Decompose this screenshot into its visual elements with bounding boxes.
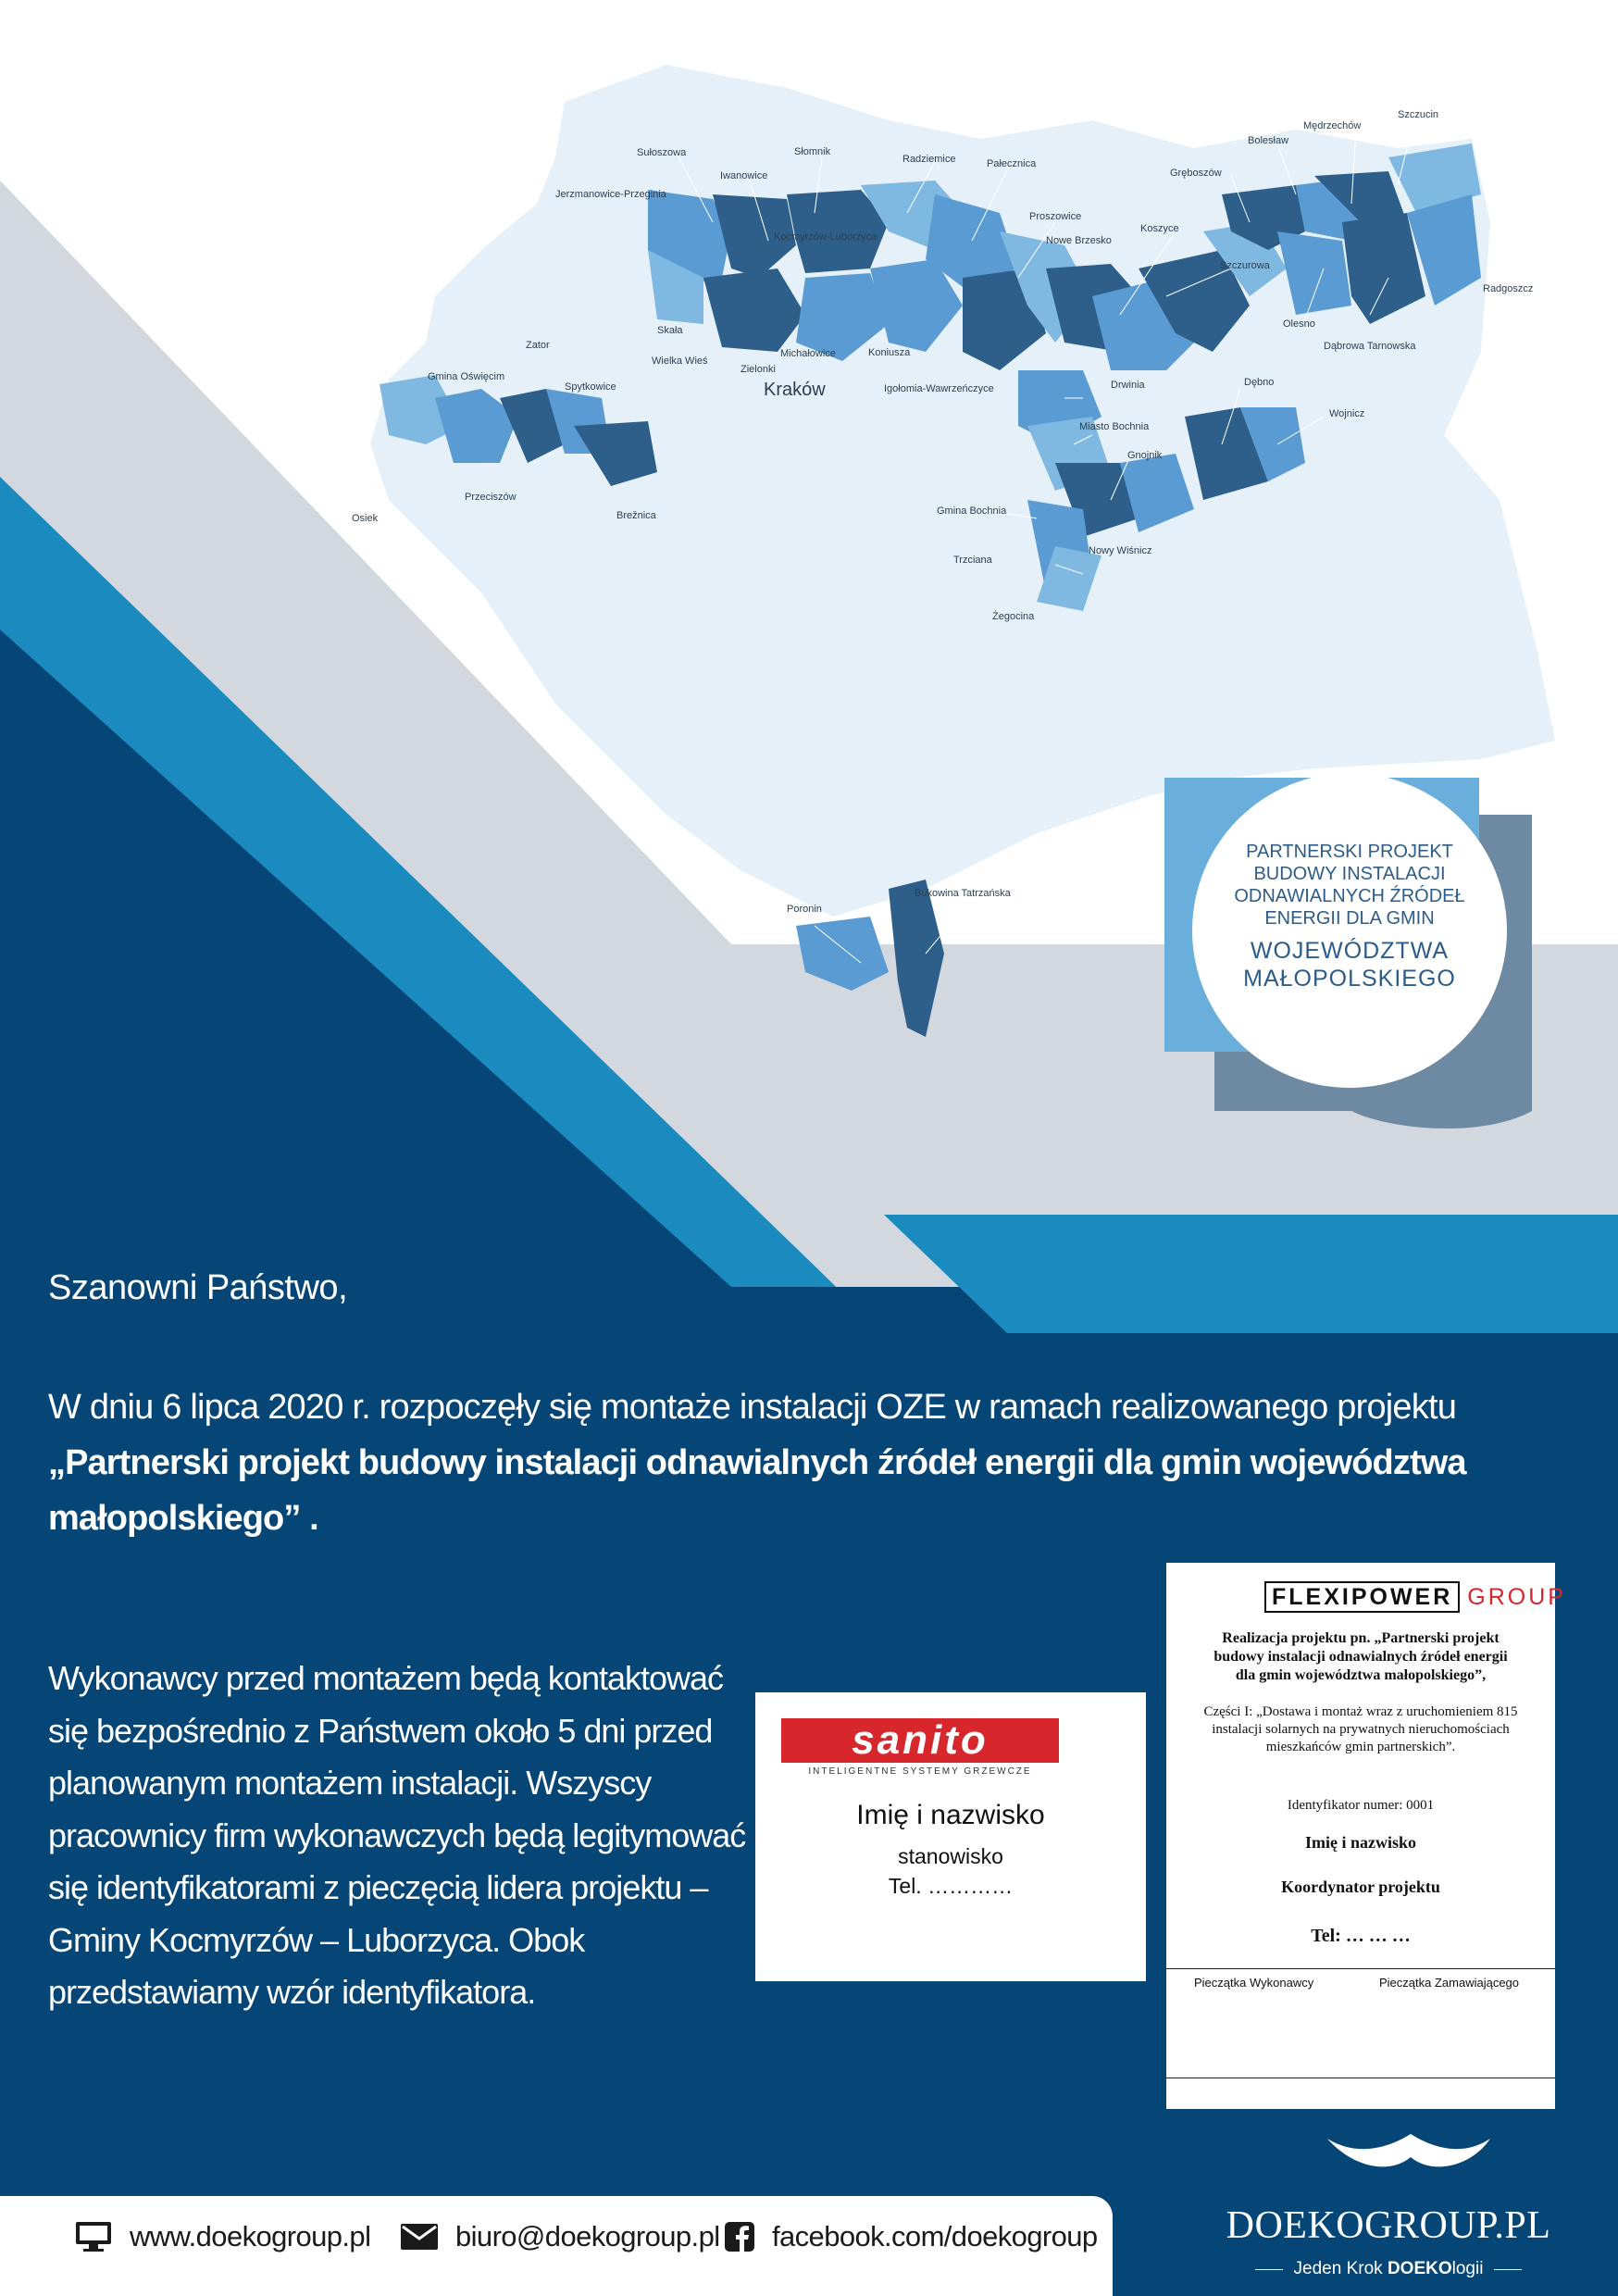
map-label-breznica: Brežnica xyxy=(616,510,656,521)
map-label-krakow: Kraków xyxy=(764,380,826,400)
map-label-zielonki: Zielonki xyxy=(741,364,776,375)
map-label-miasto-bochnia: Miasto Bochnia xyxy=(1079,421,1150,432)
map-label-jerzmanowice: Jerzmanowice-Przeginia xyxy=(555,189,666,200)
intro-lead: W dniu 6 lipca 2020 r. rozpoczęły się montaże instalacji OZE w ramach realizowanego projektu xyxy=(48,1388,1457,1427)
map-label-radgoszcz: Radgoszcz xyxy=(1483,283,1534,294)
badge-lines: PARTNERSKI PROJEKT BUDOWY INSTALACJI ODNAWIALNYCH ŹRÓDEŁ ENERGII DLA GMIN xyxy=(1234,842,1465,929)
map-label-gnojnik: Gnojnik xyxy=(1127,450,1163,461)
stamp-contractor-label: Pieczątka Wykonawcy xyxy=(1194,1976,1314,1990)
map-label-szczurowa: Szczurowa xyxy=(1220,260,1270,271)
facebook-text: facebook.com/doekogroup xyxy=(772,2220,1098,2252)
map-label-olesno: Olesno xyxy=(1283,318,1315,330)
website-link[interactable] xyxy=(74,2220,370,2253)
map-label-wojnicz: Wojnicz xyxy=(1329,408,1365,419)
map-label-medrzechow: Mędrzechów xyxy=(1303,120,1362,131)
tagline-start: Jeden Krok xyxy=(1293,2259,1388,2278)
map-label-igolomia: Igołomia-Wawrzeńczyce xyxy=(884,383,994,394)
map-label-iwanowice: Iwanowice xyxy=(720,170,768,181)
sanito-tel: Tel. ………… xyxy=(888,1874,1014,1898)
sanito-position: stanowisko xyxy=(898,1844,1003,1868)
sanito-tagline: INTELIGENTNE SYSTEMY GRZEWCZE xyxy=(808,1766,1032,1777)
map-label-kocmyrzow: Kocmyrzów-Luborzyca xyxy=(774,231,877,243)
map-label-szczucin: Szczucin xyxy=(1398,109,1439,120)
map-label-poronin: Poronin xyxy=(787,904,822,915)
flexipower-title: Realizacja projektu pn. „Partnerski projekt budowy instalacji odnawialnych źródeł energii dla gmin województwa małopolskiego”, xyxy=(1214,1630,1508,1683)
website-text: www.doekogroup.pl xyxy=(130,2220,371,2252)
map-label-debno: Dębno xyxy=(1244,377,1275,388)
brand-name: DOEKOGROUP.PL xyxy=(1226,2204,1551,2247)
map-label-dabrowa: Dąbrowa Tarnowska xyxy=(1324,341,1416,352)
email-link[interactable] xyxy=(400,2220,720,2253)
greeting: Szanowni Państwo, xyxy=(48,1268,348,1307)
map-label-zator: Zator xyxy=(526,340,550,351)
map-label-wielka-wies: Wielka Wieś xyxy=(652,356,708,367)
map-label-gmina-bochnia: Gmina Bochnia xyxy=(937,505,1007,517)
monitor-icon xyxy=(74,2220,113,2253)
badge-strong: WOJEWÓDZTWA MAŁOPOLSKIEGO xyxy=(1243,938,1456,992)
map-label-koniusza: Koniusza xyxy=(868,347,911,358)
facebook-icon xyxy=(724,2221,755,2252)
flexipower-logo xyxy=(1264,1581,1566,1613)
map-label-zegocina: Żegocina xyxy=(992,611,1035,622)
map-label-radziemice: Radziemice xyxy=(902,154,956,165)
map-label-greboszow: Gręboszów xyxy=(1170,168,1222,179)
email-text: biuro@doekogroup.pl xyxy=(455,2220,720,2252)
map-label-osiek: Osiek xyxy=(352,513,379,524)
contractors-paragraph: Wykonawcy przed montażem będą kontaktować się bezpośrednio z Państwem około 5 dni przed planowanym montażem instalacji. Wszyscy pracownicy firm wykonawczych będą legitymować się identyfikatorami z pieczęcią lidera projektu – Gminy Kocmyrzów – Luborzyca. Obok przedstawiamy wzór identyfikatora. xyxy=(48,1659,746,2011)
map-label-michalowice: Michałowice xyxy=(780,348,836,359)
flexipower-id-number: Identyfikator numer: 0001 xyxy=(1287,1798,1435,1813)
blue-strip xyxy=(884,1215,1618,1333)
map-label-nowe-brzesko: Nowe Brzesko xyxy=(1046,235,1112,246)
brand-tagline xyxy=(1194,2259,1583,2279)
map-label-proszowice: Proszowice xyxy=(1029,211,1082,222)
map-label-nowy-wisnicz: Nowy Wiśnicz xyxy=(1089,545,1152,556)
map-label-bukowina: Bukowina Tatrzańska xyxy=(915,888,1011,899)
flexipower-role: Koordynator projektu xyxy=(1281,1878,1440,1896)
map-label-przeciszow: Przeciszów xyxy=(465,492,517,503)
map-label-skala: Skała xyxy=(657,325,683,336)
stamp-client-label: Pieczątka Zamawiającego xyxy=(1379,1976,1520,1990)
tagline-dash-right xyxy=(1494,2269,1522,2270)
tagline-bold: DOEKO xyxy=(1387,2259,1452,2278)
flexipower-tel: Tel: … … … xyxy=(1311,1926,1411,1946)
flexipower-divider xyxy=(1166,1968,1555,1969)
flexipower-logo-main: FLEXIPOWER xyxy=(1264,1581,1460,1613)
facebook-link[interactable] xyxy=(724,2220,1098,2253)
intro-project: „Partnerski projekt budowy instalacji odnawialnych źródeł energii dla gmin województwa małopolskiego” . xyxy=(48,1443,1466,1538)
flexipower-id-badge xyxy=(1166,1563,1566,2109)
flexipower-name: Imię i nazwisko xyxy=(1304,1833,1416,1852)
tagline-dash-left xyxy=(1255,2269,1283,2270)
map-label-trzciana: Trzciana xyxy=(953,555,992,566)
sanito-id-badge xyxy=(755,1692,1146,1981)
intro-paragraph xyxy=(48,1379,1492,1546)
map-label-koszyce: Koszyce xyxy=(1140,223,1179,234)
flexipower-logo-group: GROUP xyxy=(1467,1583,1566,1610)
map-label-gmina-oswiecim: Gmina Oświęcim xyxy=(428,371,505,382)
envelope-icon xyxy=(400,2223,439,2251)
map-label-boleslaw: Bolesław xyxy=(1248,135,1289,146)
map-label-drwinia: Drwinia xyxy=(1111,380,1145,391)
map-label-suloszowa: Sułoszowa xyxy=(637,147,687,158)
flexipower-part: Części I: „Dostawa i montaż wraz z uruchomieniem 815 instalacji solarnych na prywatnych nieruchomościach mieszkańców gmin partnerskich”. xyxy=(1203,1704,1518,1754)
sanito-logo: sanito xyxy=(781,1718,1059,1763)
sanito-name: Imię i nazwisko xyxy=(856,1800,1045,1830)
tagline-end: logii xyxy=(1451,2259,1484,2278)
map-label-spytkowice: Spytkowice xyxy=(565,381,616,393)
map-label-palecznica: Pałecznica xyxy=(987,158,1037,169)
map-label-slomnik: Słomnik xyxy=(794,146,831,157)
badge-text xyxy=(1220,841,1479,992)
